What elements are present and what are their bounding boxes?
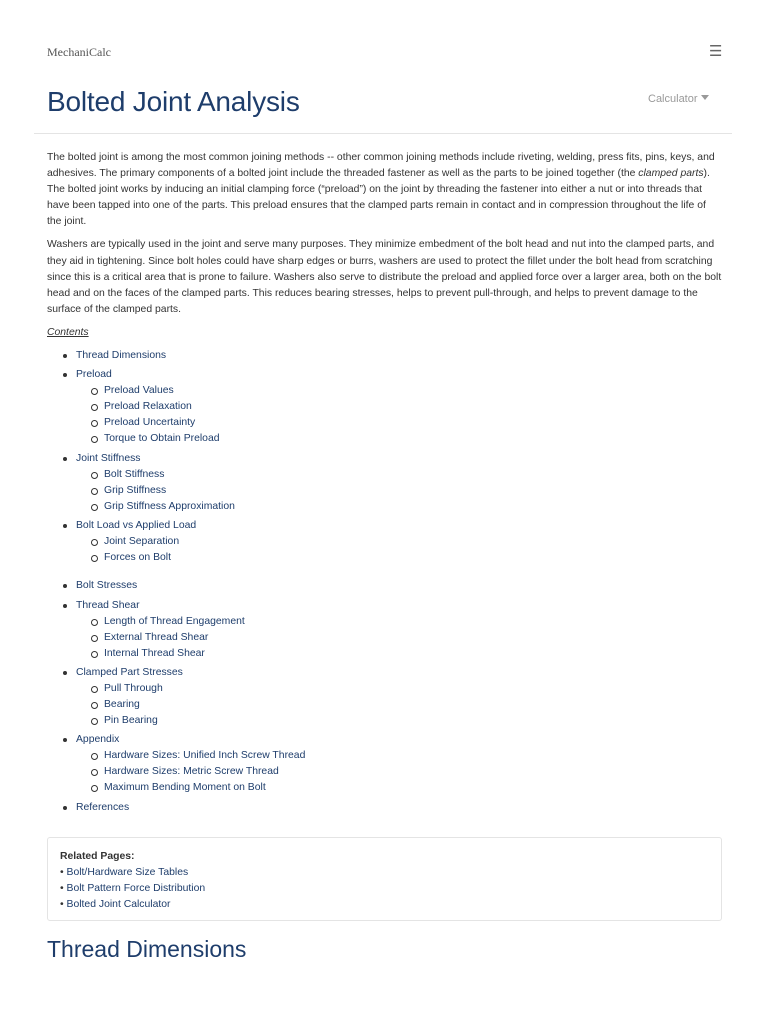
page-title: Bolted Joint Analysis: [47, 86, 300, 117]
related-pages-box: [47, 837, 722, 921]
related-link-bolted-joint-calculator[interactable]: Bolted Joint Calculator: [66, 899, 171, 910]
related-item: [60, 897, 709, 913]
toc-item: [47, 800, 723, 816]
toc-link-max-bending-moment[interactable]: Maximum Bending Moment on Bolt: [104, 782, 266, 794]
article-content: [47, 150, 723, 819]
bullet-glyph: •: [60, 883, 64, 894]
toc-subitem: [76, 467, 723, 483]
bullet-glyph: •: [60, 867, 64, 878]
toc-subitem: [76, 431, 723, 447]
toc-subitem: [76, 748, 723, 764]
toc-link-references[interactable]: References: [76, 801, 130, 813]
toc-link-torque-preload[interactable]: Torque to Obtain Preload: [104, 433, 220, 445]
toc-link-bearing[interactable]: Bearing: [104, 698, 140, 710]
caret-down-icon: [701, 95, 709, 100]
table-of-contents: [47, 348, 723, 816]
title-divider: [34, 133, 732, 134]
brand-logo-link[interactable]: MechaniCalc: [47, 45, 111, 59]
related-link-hardware-tables[interactable]: Bolt/Hardware Size Tables: [66, 867, 189, 878]
toc-subitem: [76, 681, 723, 697]
toc-sublist: [76, 681, 723, 729]
calculator-dropdown-label: Calculator: [648, 93, 698, 105]
toc-subitem: [76, 383, 723, 399]
related-pages-title: Related Pages:: [60, 851, 135, 862]
intro-emphasis: clamped parts: [638, 168, 704, 180]
toc-link-joint-separation[interactable]: Joint Separation: [104, 536, 180, 548]
toc-subitem: [76, 550, 723, 566]
toc-link-preload-values[interactable]: Preload Values: [104, 385, 174, 397]
toc-sublist: [76, 467, 723, 515]
section-title-thread-dimensions: Thread Dimensions: [47, 936, 247, 962]
toc-link-joint-stiffness[interactable]: Joint Stiffness: [76, 452, 141, 464]
toc-subitem: [76, 499, 723, 515]
toc-subitem: [76, 697, 723, 713]
toc-item: [47, 451, 723, 515]
intro-text-b: ). The bolted joint works by inducing an initial clamping force (“preload”) on the joint by threading the fastener into either a nut or into threads that have been tapped into one of the parts. This preload ensures that the clamped parts remain in contact and in compression throughout the life of the joint.: [47, 168, 710, 228]
toc-item: [47, 598, 723, 662]
toc-sublist: [76, 383, 723, 447]
toc-item: [47, 665, 723, 729]
toc-subitem: [76, 614, 723, 630]
toc-link-bolt-stresses[interactable]: Bolt Stresses: [76, 580, 138, 592]
toc-item: [47, 348, 723, 364]
toc-link-thread-engagement[interactable]: Length of Thread Engagement: [104, 615, 245, 627]
toc-link-metric-thread[interactable]: Hardware Sizes: Metric Screw Thread: [104, 766, 279, 778]
toc-sublist: [76, 534, 723, 566]
intro-paragraph-2: Washers are typically used in the joint and serve many purposes. They minimize embedment of the bolt head and nut into the clamped parts, and they aid in tightening. Since bolt holes could have sharp edges or burrs, washers are used to protect the fillet under the bolt head from scratching since this is a critical area that is prone to failure. Washers also serve to distribute the preload and applied force over a larger area, both on the bolt head and on the faces of the clamped parts. This reduces bearing stresses, helps to prevent pull-through, and helps to prevent damage to the surface of the clamped parts.: [47, 239, 722, 315]
toc-link-preload-uncertainty[interactable]: Preload Uncertainty: [104, 417, 196, 429]
contents-label: Contents: [47, 326, 89, 338]
toc-subitem: [76, 780, 723, 796]
toc-subitem: [76, 415, 723, 431]
toc-link-external-thread-shear[interactable]: External Thread Shear: [104, 631, 209, 643]
toc-link-preload-relaxation[interactable]: Preload Relaxation: [104, 401, 192, 413]
toc-item: [47, 367, 723, 447]
toc-sublist: [76, 614, 723, 662]
intro-text-a: The bolted joint is among the most common joining methods -- other common joining methods include riveting, welding, press fits, pins, keys, and adhesives. The primary components of a bolted joint include the threaded fastener as well as the parts to be joined together (the: [47, 152, 715, 180]
toc-item: [47, 518, 723, 566]
toc-subitem: [76, 483, 723, 499]
top-navbar: [0, 0, 768, 80]
toc-link-forces-on-bolt[interactable]: Forces on Bolt: [104, 552, 171, 564]
toc-item: [47, 578, 723, 594]
toc-link-internal-thread-shear[interactable]: Internal Thread Shear: [104, 647, 205, 659]
toc-link-thread-dimensions[interactable]: Thread Dimensions: [76, 349, 167, 361]
related-item: [60, 865, 709, 881]
toc-link-preload[interactable]: Preload: [76, 369, 112, 381]
toc-subitem: [76, 534, 723, 550]
hamburger-icon[interactable]: ☰: [709, 43, 723, 60]
toc-link-bolt-load[interactable]: Bolt Load vs Applied Load: [76, 520, 197, 532]
toc-link-bolt-stiffness[interactable]: Bolt Stiffness: [104, 468, 165, 480]
toc-link-grip-stiffness[interactable]: Grip Stiffness: [104, 484, 167, 496]
toc-subitem: [76, 630, 723, 646]
toc-subitem: [76, 646, 723, 662]
intro-paragraph-1: [47, 150, 723, 230]
toc-subitem: [76, 399, 723, 415]
toc-link-pull-through[interactable]: Pull Through: [104, 682, 163, 694]
related-link-bolt-pattern[interactable]: Bolt Pattern Force Distribution: [66, 883, 206, 894]
toc-link-unified-inch[interactable]: Hardware Sizes: Unified Inch Screw Thread: [104, 750, 306, 762]
bullet-glyph: •: [60, 899, 64, 910]
related-item: [60, 881, 709, 897]
toc-link-grip-stiffness-approx[interactable]: Grip Stiffness Approximation: [104, 500, 235, 512]
toc-link-clamped-part-stresses[interactable]: Clamped Part Stresses: [76, 666, 183, 678]
toc-subitem: [76, 713, 723, 729]
toc-link-pin-bearing[interactable]: Pin Bearing: [104, 714, 158, 726]
toc-item: [47, 732, 723, 796]
toc-link-thread-shear[interactable]: Thread Shear: [76, 599, 140, 611]
toc-link-appendix[interactable]: Appendix: [76, 734, 120, 746]
toc-sublist: [76, 748, 723, 796]
calculator-dropdown[interactable]: [648, 93, 709, 105]
toc-subitem: [76, 764, 723, 780]
